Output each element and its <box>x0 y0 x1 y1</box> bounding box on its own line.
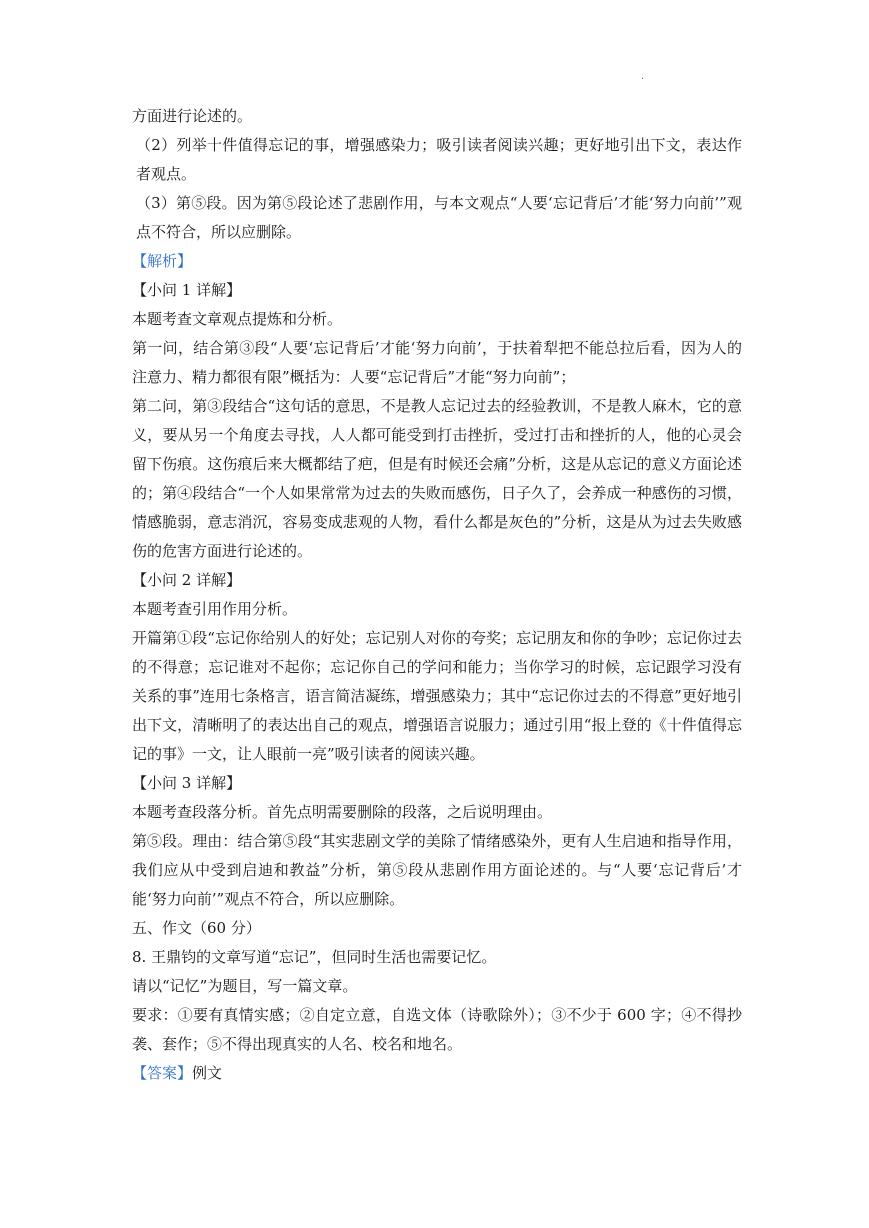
answer-item-3: （3）第⑤段。因为第⑤段论述了悲剧作用，与本文观点“人要‘忘记背后’才能‘努力向前’”观点不符合，所以应删除。 <box>136 194 742 241</box>
q3-intro: 本题考查段落分析。首先点明需要删除的段落，之后说明理由。 <box>132 803 553 821</box>
question-8: 8. 王鼎钧的文章写道“忘记”，但同时生活也需要记忆。 <box>132 948 497 966</box>
document-body <box>132 102 742 1088</box>
q2-body: 开篇第①段“忘记你给别人的好处；忘记别人对你的夸奖；忘记朋友和你的争吵；忘记你过去的不得意；忘记谁对不起你；忘记你自己的学问和能力；当你学习的时候，忘记跟学习没有关系的事”连用七条格言，语言简洁凝练，增强感染力；其中“忘记你过去的不得意”更好地引出下文，清晰明了的表达出自己的观点，增强语言说服力；通过引用“报上登的《十件值得忘记的事》一文，让人眼前一亮”吸引读者的阅读兴趣。 <box>132 629 742 763</box>
answer-label: 【答案】 <box>132 1064 193 1082</box>
q1-first-question: 第一问，结合第③段“人要‘忘记背后’才能‘努力向前’，于扶着犁把不能总拉后看，因为人的注意力、精力都很有限”概括为：人要“忘记背后”才能“努力向前”； <box>132 339 742 386</box>
q1-second-question: 第二问，第③段结合“这句话的意思，不是教人忘记过去的经验教训，不是教人麻木，它的意义，要从另一个角度去寻找，人人都可能受到打击挫折，受过打击和挫折的人，他的心灵会留下伤痕。这伤痕后来大概都结了疤，但是有时候还会痛”分析，这是从忘记的意义方面论述的；第④段结合“一个人如果常常为过去的失败而感伤，日子久了，会养成一种感伤的习惯，情感脆弱，意志消沉，容易变成悲观的人物，看什么都是灰色的”分析，这是从为过去失败感伤的危害方面进行论述的。 <box>132 397 742 560</box>
q2-heading: 【小问 2 详解】 <box>132 571 242 589</box>
answer-item-2: （2）列举十件值得忘记的事，增强感染力；吸引读者阅读兴趣；更好地引出下文，表达作者观点。 <box>136 136 742 183</box>
answer-tail-line: 方面进行论述的。 <box>132 107 253 125</box>
q2-intro: 本题考查引用作用分析。 <box>132 600 298 618</box>
q3-body: 第⑤段。理由：结合第⑤段“其实悲剧文学的美除了情绪感染外，更有人生启迪和指导作用，我们应从中受到启迪和教益”分析，第⑤段从悲剧作用方面论述的。与“人要‘忘记背后’才能‘努力向前’”观点不符合，所以应删除。 <box>132 832 742 908</box>
essay-prompt: 请以“记忆”为题目，写一篇文章。 <box>132 977 358 995</box>
answer-text: 例文 <box>192 1064 223 1082</box>
section-title: 五、作文（60 分） <box>132 919 261 937</box>
q1-intro: 本题考查文章观点提炼和分析。 <box>132 310 343 328</box>
essay-requirements: 要求：①要有真情实感；②自定立意，自选文体（诗歌除外）；③不少于 600 字；④不得抄袭、套作；⑤不得出现真实的人名、校名和地名。 <box>132 1006 742 1053</box>
q1-heading: 【小问 1 详解】 <box>132 281 242 299</box>
answer-line <box>132 1059 742 1088</box>
analysis-label: 【解析】 <box>132 252 193 270</box>
header-mark: · <box>641 74 645 85</box>
q3-heading: 【小问 3 详解】 <box>132 774 242 792</box>
